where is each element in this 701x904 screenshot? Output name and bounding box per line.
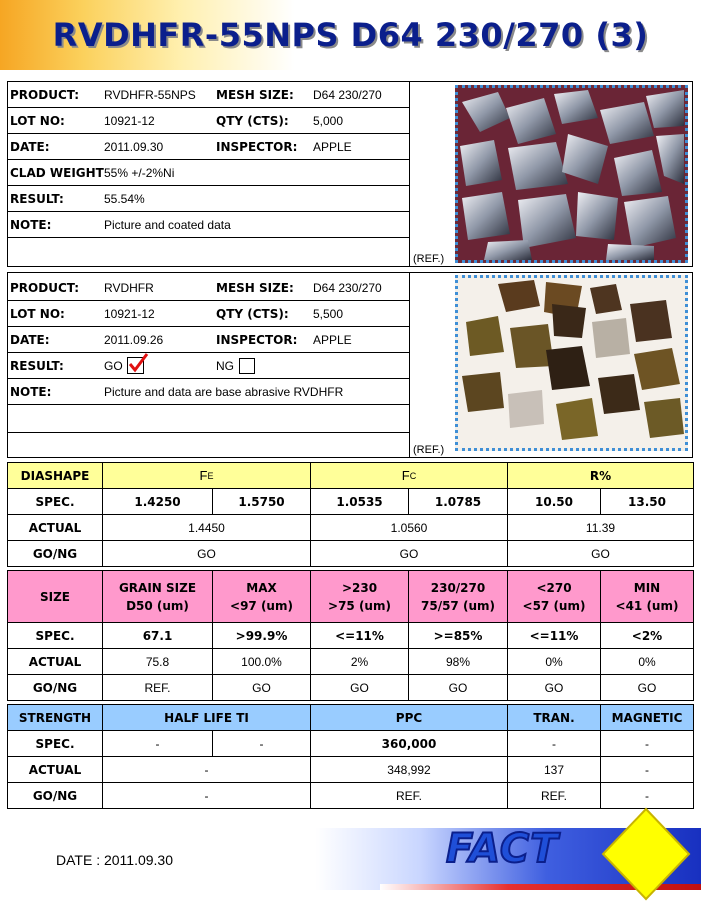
qty-label: QTY (CTS):	[216, 307, 289, 321]
row-product	[8, 275, 409, 301]
diashape-header: DIASHAPE	[7, 462, 103, 489]
gong-value: -	[600, 782, 694, 809]
date-label: DATE:	[10, 140, 50, 154]
row-product	[8, 82, 409, 108]
lot-label: LOT NO:	[10, 307, 65, 321]
go-checkbox[interactable]	[127, 357, 144, 374]
row-label: GO/NG	[7, 674, 103, 701]
row-lot	[8, 301, 409, 327]
spec-value: >99.9%	[212, 622, 311, 649]
gong-value: REF.	[507, 782, 601, 809]
lot-label: LOT NO:	[10, 114, 65, 128]
col-line2: 75/57 (um)	[421, 598, 495, 613]
inspector-label: INSPECTOR:	[216, 140, 298, 154]
mesh-value: D64 230/270	[313, 281, 382, 295]
note-value: Picture and coated data	[104, 218, 231, 232]
clad-value: 55% +/-2%Ni	[104, 166, 175, 180]
inspector-label: INSPECTOR:	[216, 333, 298, 347]
row-label: GO/NG	[7, 782, 103, 809]
gong-value: GO	[408, 674, 508, 701]
col-over-230	[310, 570, 409, 623]
product-label: PRODUCT:	[10, 281, 80, 295]
inspector-value: APPLE	[313, 140, 352, 154]
result-label: RESULT:	[10, 192, 64, 206]
row-result	[8, 186, 409, 212]
row-clad	[8, 160, 409, 186]
actual-value: 11.39	[507, 514, 694, 541]
footer-date: DATE : 2011.09.30	[56, 852, 173, 868]
col-line2: D50 (um)	[126, 598, 189, 613]
date-value: 2011.09.26	[104, 333, 164, 347]
ng-label: NG	[216, 359, 234, 373]
row-lot	[8, 108, 409, 134]
col-max	[212, 570, 311, 623]
row-note	[8, 379, 409, 405]
fe-header	[102, 462, 311, 489]
note-label: NOTE:	[10, 385, 52, 399]
mesh-label: MESH SIZE:	[216, 88, 294, 102]
spec-value: 13.50	[600, 488, 694, 515]
gong-value: GO	[212, 674, 311, 701]
date-value: 2011.09.30	[104, 140, 164, 154]
lot-value: 10921-12	[104, 114, 155, 128]
go-label: GO	[104, 359, 123, 373]
mesh-label: MESH SIZE:	[216, 281, 294, 295]
base-product-block	[7, 272, 693, 458]
row-label: SPEC.	[7, 730, 103, 757]
row-label: GO/NG	[7, 540, 103, 567]
col-line2: <97 (um)	[230, 598, 293, 613]
actual-value: 0%	[600, 648, 694, 675]
photo-column	[409, 82, 692, 266]
gong-value: GO	[600, 674, 694, 701]
col-230-270	[408, 570, 508, 623]
fc-main: F	[401, 468, 410, 483]
result-value: 55.54%	[104, 192, 145, 206]
spec-value: -	[600, 730, 694, 757]
qty-value: 5,500	[313, 307, 344, 321]
spec-value: 360,000	[310, 730, 508, 757]
spec-value: 1.0535	[310, 488, 409, 515]
gong-value: GO	[507, 540, 694, 567]
gong-value: GO	[310, 674, 409, 701]
spec-value: 1.4250	[102, 488, 213, 515]
ppc-header: PPC	[310, 704, 508, 731]
col-line1: MAX	[246, 580, 277, 595]
actual-value: 1.0560	[310, 514, 508, 541]
ng-checkbox[interactable]	[239, 358, 255, 374]
actual-value: 137	[507, 756, 601, 783]
half-life-header: HALF LIFE TI	[102, 704, 311, 731]
photo-ref-label: (REF.)	[413, 253, 445, 265]
actual-value: 98%	[408, 648, 508, 675]
spec-value: <=11%	[310, 622, 409, 649]
actual-value: 1.4450	[102, 514, 311, 541]
col-line2: <41 (um)	[615, 598, 679, 613]
col-line1: <270	[536, 580, 572, 595]
base-diamond-photo	[455, 275, 688, 451]
actual-value: 0%	[507, 648, 601, 675]
qty-value: 5,000	[313, 114, 344, 128]
gong-value: GO	[507, 674, 601, 701]
row-label: ACTUAL	[7, 756, 103, 783]
gong-value: GO	[310, 540, 508, 567]
row-label: ACTUAL	[7, 648, 103, 675]
spec-value: <2%	[600, 622, 694, 649]
coated-product-block	[7, 81, 693, 267]
spec-value: -	[212, 730, 311, 757]
row-result	[8, 353, 409, 379]
size-header: SIZE	[7, 570, 103, 623]
fe-sub: E	[207, 470, 214, 481]
gong-value: -	[102, 782, 311, 809]
gong-value: REF.	[102, 674, 213, 701]
result-label: RESULT:	[10, 359, 64, 373]
mesh-value: D64 230/270	[313, 88, 382, 102]
fact-logo: FACT	[446, 826, 559, 872]
col-under-270	[507, 570, 601, 623]
row-label: ACTUAL	[7, 514, 103, 541]
row-blank	[8, 405, 409, 433]
coated-diamond-photo	[455, 85, 688, 263]
fe-main: F	[199, 468, 208, 483]
actual-value: -	[102, 756, 311, 783]
row-label: SPEC.	[7, 488, 103, 515]
spec-value: 10.50	[507, 488, 601, 515]
product-label: PRODUCT:	[10, 88, 80, 102]
spec-value: 67.1	[102, 622, 213, 649]
col-line2: >75 (um)	[328, 598, 391, 613]
spec-value: -	[507, 730, 601, 757]
row-label: SPEC.	[7, 622, 103, 649]
magnetic-header: MAGNETIC	[600, 704, 694, 731]
photo-ref-label: (REF.)	[413, 444, 445, 456]
product-value: RVDHFR-55NPS	[104, 88, 196, 102]
col-min	[600, 570, 694, 623]
fc-sub: C	[409, 470, 417, 481]
qty-label: QTY (CTS):	[216, 114, 289, 128]
col-line2: <57 (um)	[522, 598, 586, 613]
row-note	[8, 212, 409, 238]
actual-value: -	[600, 756, 694, 783]
strength-header: STRENGTH	[7, 704, 103, 731]
r-header: R%	[507, 462, 694, 489]
diamond-logo-icon	[600, 806, 692, 902]
checkmark-icon	[127, 353, 149, 373]
clad-label: CLAD WEIGHT	[10, 166, 104, 180]
col-line1: MIN	[633, 580, 661, 595]
row-date	[8, 327, 409, 353]
product-value: RVDHFR	[104, 281, 154, 295]
spec-value: 1.5750	[212, 488, 311, 515]
note-label: NOTE:	[10, 218, 52, 232]
col-grain-size	[102, 570, 213, 623]
col-line1: GRAIN SIZE	[118, 580, 197, 595]
actual-value: 348,992	[310, 756, 508, 783]
spec-value: -	[102, 730, 213, 757]
gong-value: GO	[102, 540, 311, 567]
col-line1: 230/270	[430, 580, 486, 595]
spec-value: 1.0785	[408, 488, 508, 515]
tran-header: TRAN.	[507, 704, 601, 731]
actual-value: 2%	[310, 648, 409, 675]
lot-value: 10921-12	[104, 307, 155, 321]
spec-value: >=85%	[408, 622, 508, 649]
photo-column	[409, 273, 692, 457]
col-line1: >230	[341, 580, 378, 595]
note-value: Picture and data are base abrasive RVDHFR	[104, 385, 344, 399]
gong-value: REF.	[310, 782, 508, 809]
spec-value: <=11%	[507, 622, 601, 649]
actual-value: 100.0%	[212, 648, 311, 675]
actual-value: 75.8	[102, 648, 213, 675]
fc-header	[310, 462, 508, 489]
page-title: RVDHFR-55NPS D64 230/270 (3)	[52, 16, 649, 54]
row-date	[8, 134, 409, 160]
inspector-value: APPLE	[313, 333, 352, 347]
date-label: DATE:	[10, 333, 50, 347]
